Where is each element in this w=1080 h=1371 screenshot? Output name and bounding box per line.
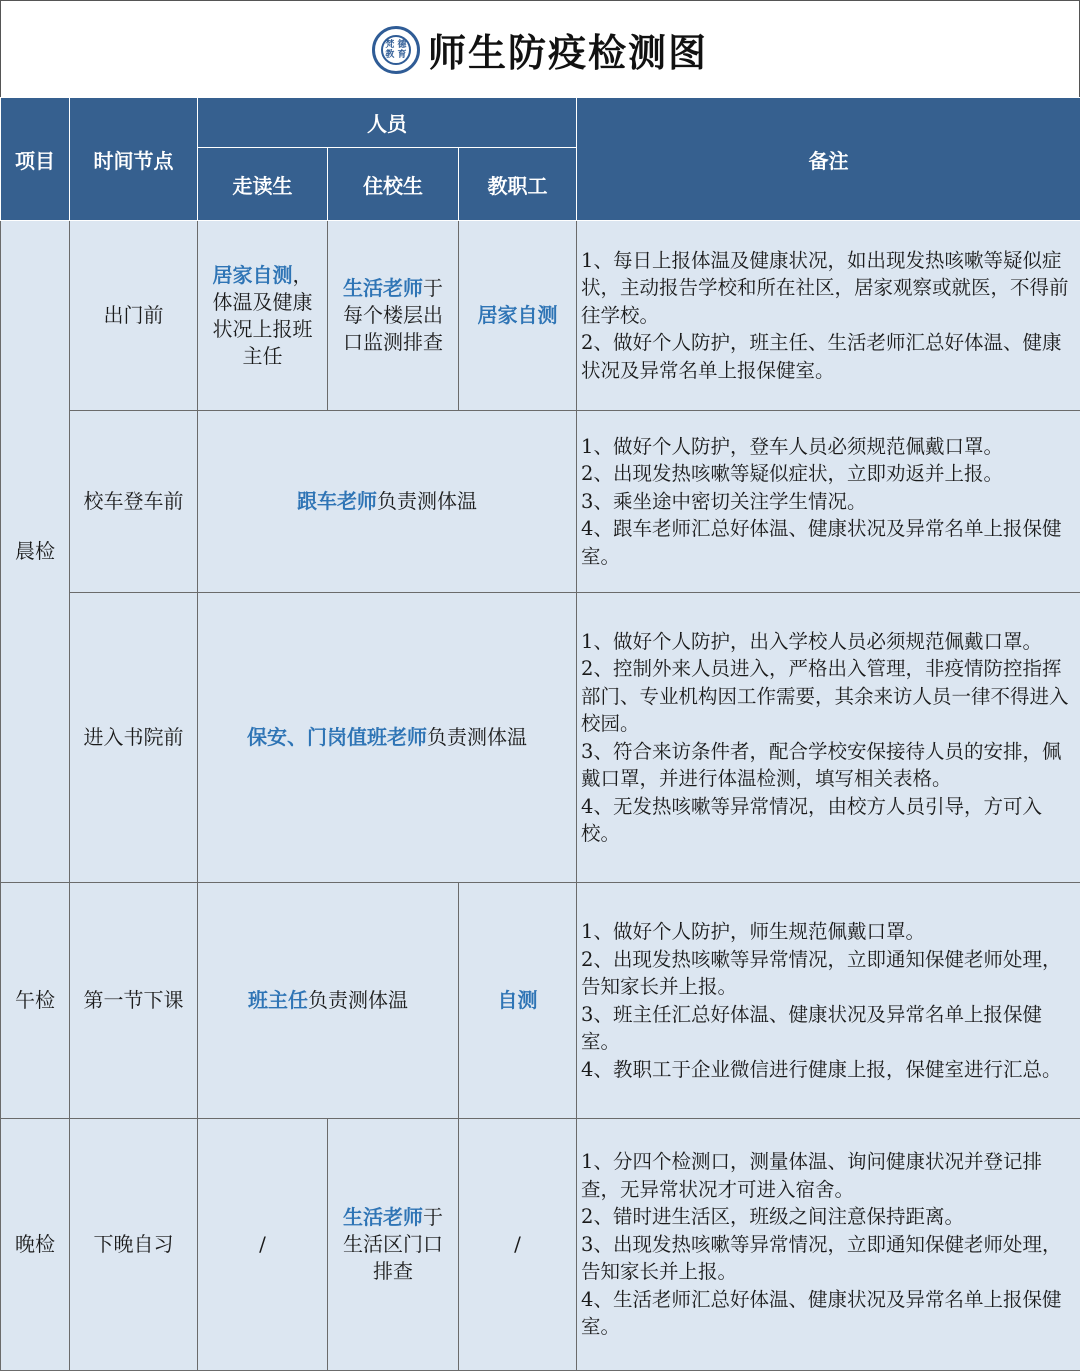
morning-notes-3 bbox=[577, 593, 1080, 883]
page-title: 师生防疫检测图 bbox=[427, 30, 708, 75]
note-line: 3、乘坐途中密切关注学生情况。 bbox=[581, 489, 867, 513]
note-line: 4、教职工于企业微信进行健康上报，保健室进行汇总。 bbox=[581, 1057, 1062, 1081]
note-line: 4、跟车老师汇总好体温、健康状况及异常名单上报保健室。 bbox=[581, 517, 1062, 568]
header-item: 项目 bbox=[1, 98, 70, 221]
morning-time-3: 进入书院前 bbox=[70, 593, 198, 883]
note-line: 2、控制外来人员进入，严格出入管理，非疫情防控指挥部门、专业机构因工作需要，其余来访人员一律不得进入校园。 bbox=[581, 657, 1069, 735]
morning-gate-cell bbox=[198, 593, 577, 883]
morning-staff-cell bbox=[459, 221, 577, 411]
note-line: 3、符合来访条件者，配合学校安保接待人员的安排，佩戴口罩，并进行体温检测，填写相关表格。 bbox=[581, 739, 1062, 790]
header-people: 人员 bbox=[198, 98, 577, 148]
noon-time: 第一节下课 bbox=[70, 883, 198, 1119]
note-line: 1、分四个检测口，测量体温、询问健康状况并登记排查，无异常状况才可进入宿舍。 bbox=[581, 1150, 1042, 1201]
highlight-text: 保安、门岗值班老师 bbox=[247, 725, 428, 749]
note-line: 1、做好个人防护，登车人员必须规范佩戴口罩。 bbox=[581, 434, 1003, 458]
note-line: 2、错时进生活区，班级之间注意保持距离。 bbox=[581, 1205, 964, 1229]
note-line: 4、生活老师汇总好体温、健康状况及异常名单上报保健室。 bbox=[581, 1287, 1062, 1339]
cell-text: 于生活区门口排查 bbox=[343, 1205, 443, 1283]
morning-notes-1 bbox=[577, 221, 1080, 411]
cell-text: 于每个楼层出口监测排查 bbox=[343, 276, 443, 354]
inspection-table bbox=[0, 97, 1080, 1371]
noon-label: 午检 bbox=[1, 883, 70, 1119]
noon-students-cell bbox=[198, 883, 459, 1119]
highlight-text: 生活老师 bbox=[343, 1205, 423, 1229]
morning-time-2: 校车登车前 bbox=[70, 411, 198, 593]
evening-day-student-cell: / bbox=[198, 1119, 328, 1371]
morning-day-student-cell bbox=[198, 221, 328, 411]
cell-text: 负责测体温 bbox=[308, 988, 408, 1012]
highlight-text: 跟车老师 bbox=[297, 489, 378, 513]
cell-text: 负责测体温 bbox=[427, 725, 528, 749]
evening-notes bbox=[577, 1119, 1080, 1371]
cell-text: ，体温及健康状况上报班主任 bbox=[212, 262, 313, 368]
morning-bus-cell bbox=[198, 411, 577, 593]
morning-notes-2 bbox=[577, 411, 1080, 593]
note-line: 2、出现发热咳嗽等异常情况，立即通知保健老师处理，告知家长并上报。 bbox=[581, 947, 1062, 998]
header-remarks: 备注 bbox=[577, 98, 1080, 221]
noon-notes bbox=[577, 883, 1080, 1119]
cell-text: 负责测体温 bbox=[377, 489, 478, 513]
evening-boarder-cell bbox=[328, 1119, 459, 1371]
title-bar bbox=[0, 0, 1080, 98]
logo-text: 梵 德 教 育 bbox=[381, 35, 411, 65]
highlight-text: 生活老师 bbox=[343, 276, 423, 300]
noon-staff-cell bbox=[459, 883, 577, 1119]
header-time: 时间节点 bbox=[70, 98, 198, 221]
header-boarder: 住校生 bbox=[328, 148, 459, 221]
evening-label: 晚检 bbox=[1, 1119, 70, 1371]
note-line: 1、做好个人防护，出入学校人员必须规范佩戴口罩。 bbox=[581, 629, 1042, 653]
evening-time: 下晚自习 bbox=[70, 1119, 198, 1371]
note-line: 3、出现发热咳嗽等异常情况，立即通知保健老师处理，告知家长并上报。 bbox=[581, 1232, 1062, 1284]
morning-label: 晨检 bbox=[1, 221, 70, 883]
header-staff: 教职工 bbox=[459, 148, 577, 221]
note-line: 3、班主任汇总好体温、健康状况及异常名单上报保健室。 bbox=[581, 1002, 1042, 1053]
note-line: 1、每日上报体温及健康状况，如出现发热咳嗽等疑似症状，主动报告学校和所在社区，居家观察或就医，不得前往学校。 bbox=[581, 248, 1069, 327]
note-line: 2、做好个人防护，班主任、生活老师汇总好体温、健康状况及异常名单上报保健室。 bbox=[581, 331, 1062, 382]
highlight-text: 自测 bbox=[497, 988, 538, 1012]
highlight-text: 居家自测 bbox=[477, 303, 558, 327]
note-line: 1、做好个人防护，师生规范佩戴口罩。 bbox=[581, 920, 925, 943]
highlight-text: 班主任 bbox=[248, 988, 308, 1012]
highlight-text: 居家自测 bbox=[212, 262, 293, 287]
morning-boarder-cell bbox=[328, 221, 459, 411]
morning-time-1: 出门前 bbox=[70, 221, 198, 411]
note-line: 4、无发热咳嗽等异常情况，由校方人员引导，方可入校。 bbox=[581, 794, 1042, 845]
school-logo-icon bbox=[372, 26, 420, 74]
note-line: 2、出现发热咳嗽等疑似症状，立即劝返并上报。 bbox=[581, 462, 1003, 486]
evening-staff-cell: / bbox=[459, 1119, 577, 1371]
header-day-student: 走读生 bbox=[198, 148, 328, 221]
